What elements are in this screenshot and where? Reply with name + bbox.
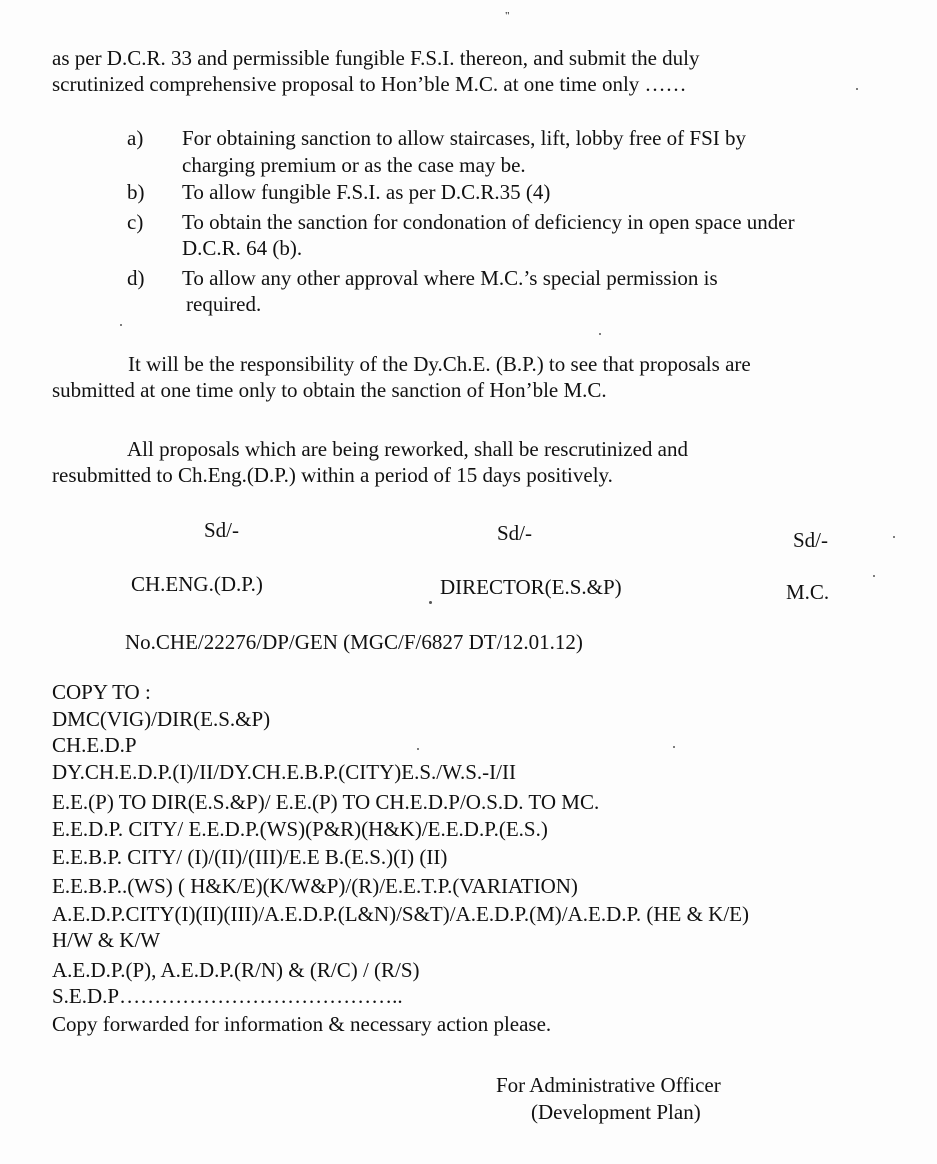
signatory-mc: M.C. bbox=[786, 580, 830, 604]
list-label-a: a) bbox=[127, 126, 144, 150]
copy-forwarded-note: Copy forwarded for information & necessary action please. bbox=[52, 1012, 552, 1036]
list-item-a-line-2: charging premium or as the case may be. bbox=[182, 153, 526, 177]
intro-line-2: scrutinized comprehensive proposal to Hon’ble M.C. at one time only …… bbox=[52, 72, 687, 96]
reference-number: No.CHE/22276/DP/GEN (MGC/F/6827 DT/12.01.12) bbox=[125, 630, 583, 654]
list-label-d: d) bbox=[127, 266, 145, 290]
footer-officer-line-2: (Development Plan) bbox=[531, 1100, 701, 1124]
copy-to-line: E.E.(P) TO DIR(E.S.&P)/ E.E.(P) TO CH.E.D.P/O.S.D. TO MC. bbox=[52, 790, 600, 814]
list-item-a-line-1: For obtaining sanction to allow staircases, lift, lobby free of FSI by bbox=[182, 126, 746, 150]
signature-mark-cheng: Sd/- bbox=[204, 518, 240, 542]
copy-to-line: E.E.B.P. CITY/ (I)/(II)/(III)/E.E B.(E.S.)(I) (II) bbox=[52, 845, 448, 869]
scan-speck bbox=[856, 88, 858, 90]
scan-speck bbox=[599, 333, 601, 335]
copy-to-line: CH.E.D.P bbox=[52, 733, 137, 757]
para-rework-line-2: resubmitted to Ch.Eng.(D.P.) within a period of 15 days positively. bbox=[52, 463, 613, 487]
signature-mark-mc: Sd/- bbox=[793, 528, 829, 552]
copy-to-line: E.E.D.P. CITY/ E.E.D.P.(WS)(P&R)(H&K)/E.E.D.P.(E.S.) bbox=[52, 817, 548, 841]
copy-to-line: A.E.D.P.(P), A.E.D.P.(R/N) & (R/C) / (R/S) bbox=[52, 958, 420, 982]
copy-to-line: S.E.D.P………………………………….. bbox=[52, 984, 403, 1008]
para-rework-line-1: All proposals which are being reworked, shall be rescrutinized and bbox=[127, 437, 688, 461]
signatory-cheng: CH.ENG.(D.P.) bbox=[131, 572, 263, 596]
copy-to-line: DMC(VIG)/DIR(E.S.&P) bbox=[52, 707, 271, 731]
list-item-b-line-1: To allow fungible F.S.I. as per D.C.R.35 (4) bbox=[182, 180, 551, 204]
signature-mark-director: Sd/- bbox=[497, 521, 533, 545]
signatory-director: DIRECTOR(E.S.&P) bbox=[440, 575, 622, 599]
list-item-d-line-2: required. bbox=[186, 292, 262, 316]
copy-to-heading: COPY TO : bbox=[52, 680, 151, 704]
scan-speck bbox=[673, 746, 675, 748]
copy-to-line: DY.CH.E.D.P.(I)/II/DY.CH.E.B.P.(CITY)E.S./W.S.-I/II bbox=[52, 760, 516, 784]
scan-speck bbox=[893, 536, 895, 538]
footer-officer-line-1: For Administrative Officer bbox=[496, 1073, 721, 1097]
list-item-d-line-1: To allow any other approval where M.C.’s special permission is bbox=[182, 266, 718, 290]
list-item-c-line-2: D.C.R. 64 (b). bbox=[182, 236, 303, 260]
copy-to-line: H/W & K/W bbox=[52, 928, 161, 952]
list-label-c: c) bbox=[127, 210, 144, 234]
para-responsibility-line-2: submitted at one time only to obtain the sanction of Hon’ble M.C. bbox=[52, 378, 607, 402]
copy-to-line: A.E.D.P.CITY(I)(II)(III)/A.E.D.P.(L&N)/S&T)/A.E.D.P.(M)/A.E.D.P. (HE & K/E) bbox=[52, 902, 749, 926]
header-mark: " bbox=[505, 10, 510, 22]
list-label-b: b) bbox=[127, 180, 145, 204]
intro-line-1: as per D.C.R. 33 and permissible fungible F.S.I. thereon, and submit the duly bbox=[52, 46, 700, 70]
scan-speck bbox=[429, 601, 432, 604]
scan-speck bbox=[417, 748, 419, 750]
copy-to-line: E.E.B.P..(WS) ( H&K/E)(K/W&P)/(R)/E.E.T.P.(VARIATION) bbox=[52, 874, 578, 898]
scan-speck bbox=[873, 575, 875, 577]
scan-speck bbox=[120, 324, 122, 326]
list-item-c-line-1: To obtain the sanction for condonation of deficiency in open space under bbox=[182, 210, 795, 234]
para-responsibility-line-1: It will be the responsibility of the Dy.Ch.E. (B.P.) to see that proposals are bbox=[128, 352, 751, 376]
